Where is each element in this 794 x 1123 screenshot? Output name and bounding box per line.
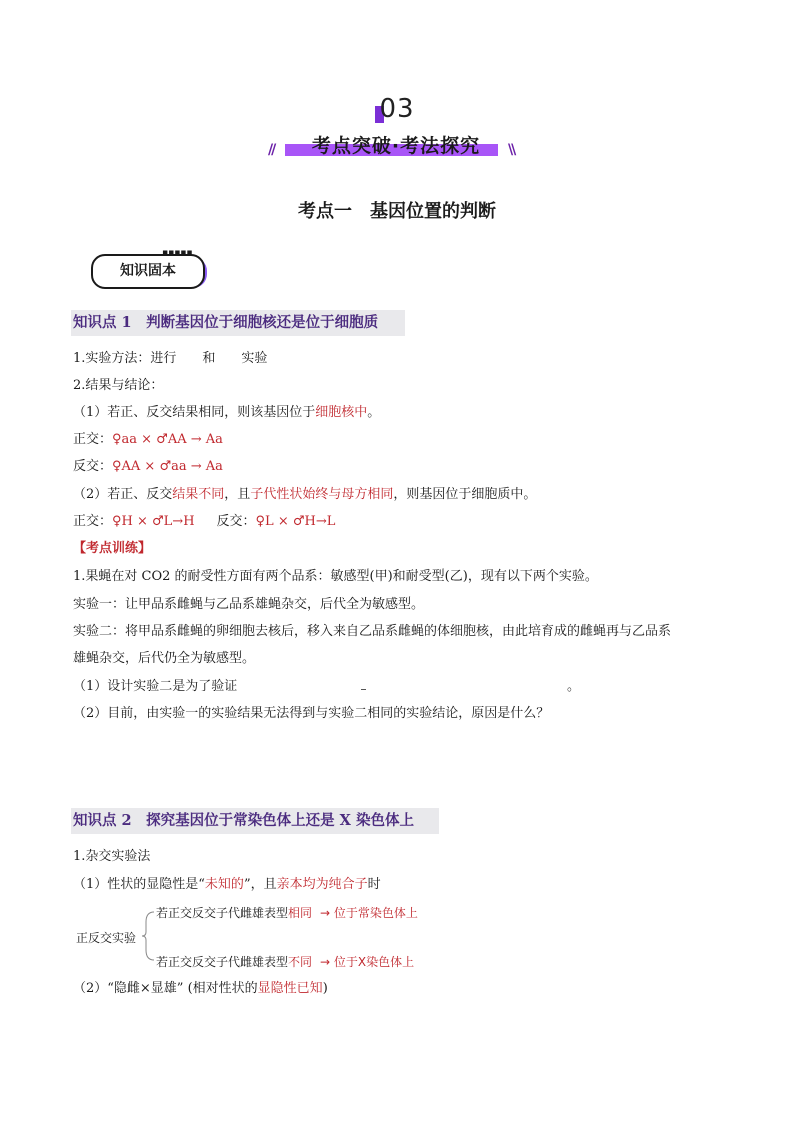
cross-expression: ♀L × ♂H→L: [255, 514, 336, 529]
right-slash-decoration: \\: [508, 142, 515, 158]
text: ): [322, 981, 328, 996]
section-title-block: [285, 131, 507, 156]
kp1-method: 1.实验方法：进行 和 实验: [73, 351, 268, 366]
text: （2）若正、反交: [73, 487, 173, 502]
diagram-row-different: [156, 953, 414, 970]
text: 。: [367, 405, 381, 420]
section-title: 考点突破·考法探究: [311, 135, 481, 157]
highlight-text: 细胞核中: [315, 405, 368, 420]
topic-heading: 考点一 基因位置的判断: [298, 201, 496, 222]
kp1-cross1: [73, 431, 223, 449]
cross-label: 正交：: [73, 432, 113, 447]
highlight-text: 不同: [288, 955, 313, 969]
highlight-text: 结果不同: [172, 487, 225, 502]
answer-blank[interactable]: [361, 689, 366, 690]
text: ，且: [224, 487, 251, 502]
text: （1）性状的显隐性是“: [73, 877, 205, 892]
highlight-text: 子代性状始终与母方相同: [250, 487, 394, 502]
text: ，则基因位于细胞质中。: [393, 487, 537, 502]
kp2-sub2: [73, 980, 328, 998]
highlight-text: 相同: [288, 906, 313, 920]
kp2-sub1: [73, 876, 381, 894]
text: ”，且: [243, 877, 277, 892]
highlight-text: 亲本均为纯合子: [276, 877, 368, 892]
cross-expression: ♀aa × ♂AA → Aa: [112, 432, 223, 447]
kp1-cross2: [73, 458, 223, 476]
highlight-text: 显隐性已知: [257, 981, 323, 996]
training-exp2-line1: 实验二：将甲品系雌蝇的卵细胞去核后，移入来自乙品系雌蝇的体细胞核，由此培育成的雌蝇再与乙品系: [73, 624, 672, 639]
kp1-case1: [73, 404, 380, 422]
text: （1）设计实验二是为了验证: [73, 679, 238, 694]
text: （1）若正、反交结果相同，则该基因位于: [73, 405, 316, 420]
result-text: → 位于常染色体上: [320, 906, 418, 920]
cross-expression: ♀H × ♂L→H: [112, 514, 195, 529]
text: （2）“隐雌×显雄” (相对性状的: [73, 981, 258, 996]
kp1-case2: [73, 486, 536, 504]
highlight-text: 未知的: [204, 877, 244, 892]
training-heading: 【考点训练】: [73, 541, 152, 556]
training-exp2-line2: 雄蝇杂交，后代仍全为敏感型。: [73, 651, 256, 666]
cross-label: 正交：: [73, 514, 113, 529]
training-sub2: （2）目前，由实验一的实验结果无法得到与实验二相同的实验结论，原因是什么？: [73, 706, 550, 721]
training-sub1-end: 。: [567, 679, 581, 694]
cross-label: 反交：: [216, 514, 256, 529]
kp2-title: 知识点 2 探究基因位于常染色体上还是 X 染色体上: [73, 812, 414, 829]
text: 若正交反交子代雌雄表型: [156, 906, 289, 920]
kp1-title: 知识点 1 判断基因位于细胞核还是位于细胞质: [73, 314, 379, 331]
cross-expression: ♀AA × ♂aa → Aa: [112, 459, 223, 474]
kp1-cross3-4: [73, 513, 335, 531]
text: 若正交反交子代雌雄表型: [156, 955, 289, 969]
kp2-method: 1.杂交实验法: [73, 849, 151, 864]
training-exp1: 实验一：让甲品系雌蝇与乙品系雄蝇杂交，后代全为敏感型。: [73, 597, 425, 612]
badge-dots-decoration: ▪▪▪▪▪: [162, 248, 193, 258]
knowledge-badge: [91, 254, 205, 289]
badge-label: 知识固本: [120, 263, 176, 279]
training-q1: 1.果蝇在对 CO2 的耐受性方面有两个品系：敏感型(甲)和耐受型(乙)，现有以下两个实验。: [73, 569, 598, 584]
diagram-row-same: [156, 904, 418, 921]
text: 时: [367, 877, 381, 892]
result-text: → 位于X染色体上: [320, 955, 415, 969]
cross-label: 反交：: [73, 459, 113, 474]
diagram-label: 正反交实验: [76, 931, 137, 945]
section-number: 03: [379, 94, 415, 124]
training-sub1: [73, 678, 237, 696]
kp1-results-heading: 2.结果与结论：: [73, 378, 164, 393]
left-slash-decoration: //: [268, 142, 275, 158]
